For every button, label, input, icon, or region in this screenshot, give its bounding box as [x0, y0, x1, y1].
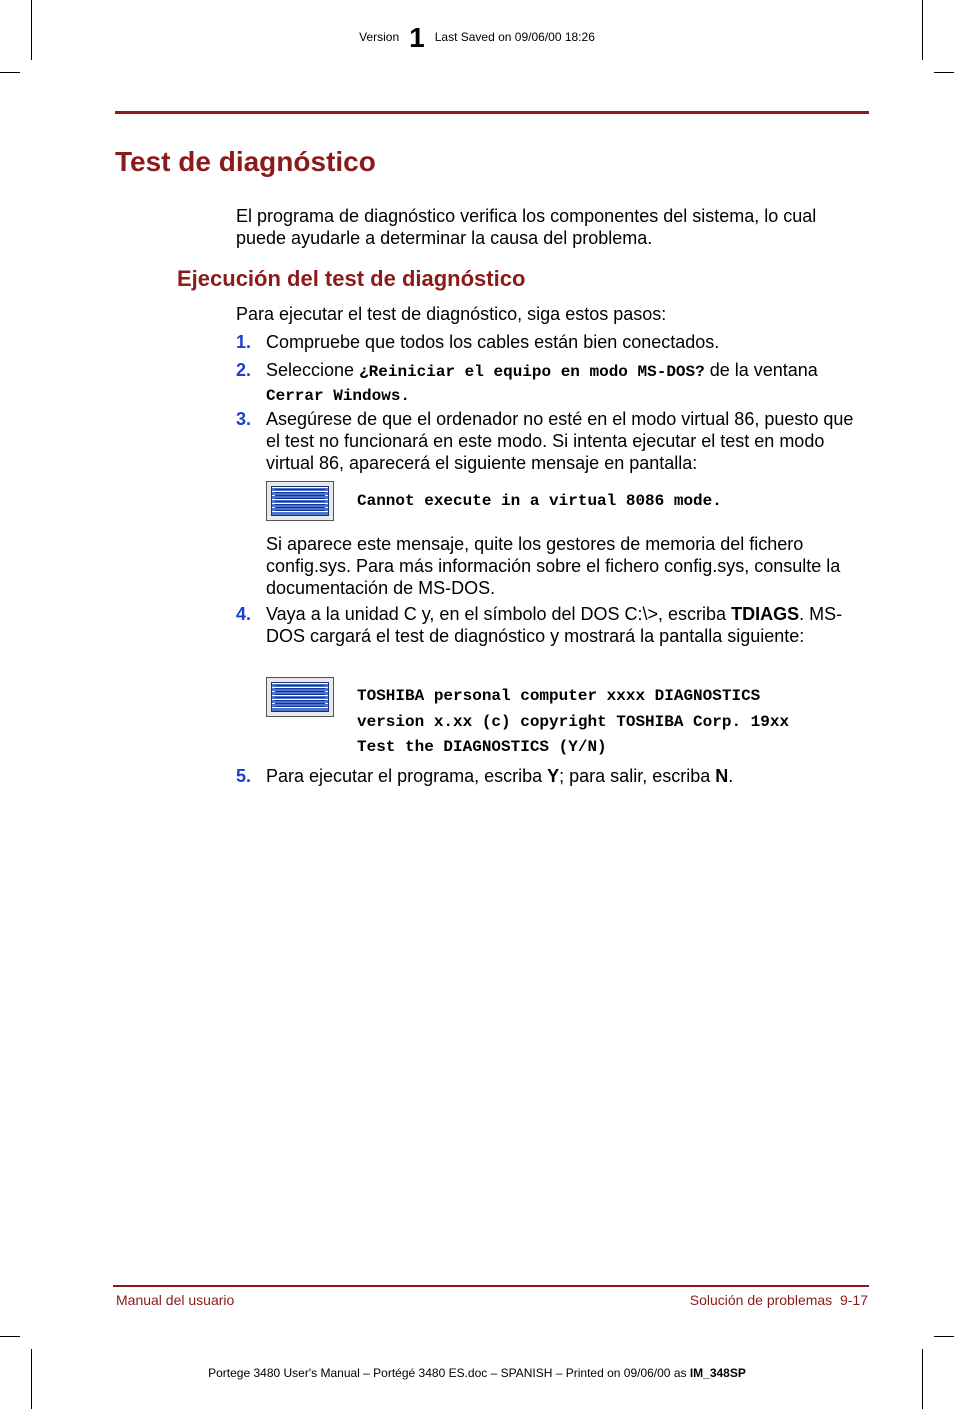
step-text: Asegúrese de que el ordenador no esté en el modo virtual 86, puesto que el test no funcionará en este modo. Si intenta ejecutar el test en modo virtual 86, aparecerá el siguiente mensaje en pantalla:	[266, 409, 854, 473]
screen-line: version x.xx (c) copyright TOSHIBA Corp. 19xx	[357, 712, 790, 731]
version-number: 1	[409, 22, 425, 53]
step-number: 3.	[236, 409, 252, 429]
screen-message: Cannot execute in a virtual 8086 mode.	[357, 492, 722, 510]
step-text-part: Seleccione	[266, 360, 360, 380]
crop-mark	[0, 1336, 20, 1337]
step-text-part: Vaya a la unidad C y, en el símbolo del DOS C:\>, escriba	[266, 604, 732, 624]
step-text-part: .	[728, 766, 734, 786]
code-text: Cerrar Windows.	[266, 387, 411, 405]
crop-mark	[934, 1336, 954, 1337]
command-text: TDIAGS	[731, 604, 800, 624]
version-header	[0, 22, 954, 54]
step-text-part: ; para salir, escriba	[559, 766, 716, 786]
crop-mark	[934, 72, 954, 73]
footer-left: Manual del usuario	[116, 1292, 235, 1308]
section-heading: Ejecución del test de diagnóstico	[177, 266, 526, 291]
screen-icon	[266, 677, 334, 717]
step-note: Si aparece este mensaje, quite los gestores de memoria del fichero config.sys. Para más información sobre el fichero config.sys, consulte la documentación de MS-DOS.	[266, 534, 841, 598]
code-text: ¿Reiniciar el equipo en modo MS-DOS?	[359, 363, 705, 381]
step-text-part: Para ejecutar el programa, escriba	[266, 766, 548, 786]
steps-lead: Para ejecutar el test de diagnóstico, siga estos pasos:	[236, 304, 667, 324]
version-label: Version	[359, 30, 400, 44]
step-text	[266, 359, 861, 407]
screen-line: Test the DIAGNOSTICS (Y/N)	[357, 738, 607, 756]
top-rule	[115, 111, 869, 114]
step-text-part: . MS-DOS cargará el test de diagnóstico y mostrará la pantalla siguiente:	[266, 604, 843, 646]
key-text: Y	[547, 766, 560, 786]
screen-icon	[266, 481, 334, 521]
page-title: Test de diagnóstico	[115, 146, 376, 177]
step-number: 4.	[236, 604, 252, 624]
footer-right: Solución de problemas 9-17	[689, 1292, 868, 1308]
last-saved: Last Saved on 09/06/00 18:26	[434, 30, 595, 44]
step-number: 2.	[236, 360, 252, 380]
intro-paragraph: El programa de diagnóstico verifica los componentes del sistema, lo cual puede ayudarle a determinar la causa del problema.	[236, 206, 817, 248]
step-text	[266, 603, 861, 647]
footer-rule	[113, 1285, 869, 1287]
step-number: 1.	[236, 332, 252, 352]
step-number: 5.	[236, 766, 252, 786]
screen-line: TOSHIBA personal computer xxxx DIAGNOSTICS	[357, 687, 761, 705]
key-text: N	[715, 766, 729, 786]
print-info	[0, 1366, 954, 1380]
screen-output	[357, 684, 789, 761]
crop-mark	[0, 72, 20, 73]
step-text: Compruebe que todos los cables están bien conectados.	[266, 332, 720, 352]
step-text	[266, 765, 861, 787]
print-info-code: IM_348SP	[689, 1366, 746, 1380]
print-info-text: Portege 3480 User's Manual – Portégé 3480 ES.doc – SPANISH – Printed on 09/06/00 as	[208, 1366, 690, 1380]
step-text-part: de la ventana	[704, 360, 818, 380]
